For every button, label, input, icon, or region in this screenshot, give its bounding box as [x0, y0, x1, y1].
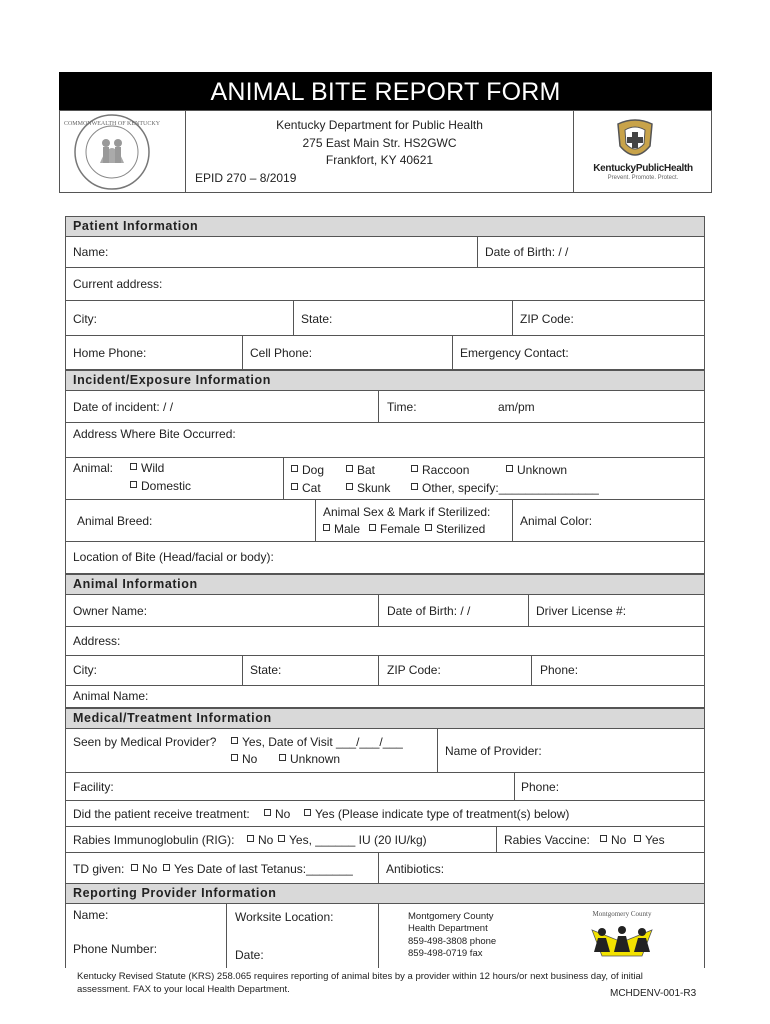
reporter-name-field[interactable]: Name: [73, 908, 109, 922]
owner-dob-field[interactable]: Date of Birth: / / [387, 604, 471, 618]
animal-unknown-checkbox[interactable]: Unknown [506, 463, 567, 477]
patient-state-field[interactable]: State: [301, 312, 333, 326]
department-city: Frankfort, KY 40621 [325, 153, 434, 167]
animal-bat-checkbox[interactable]: Bat [346, 463, 375, 477]
seen-yes-checkbox[interactable]: Yes, Date of Visit ___/___/___ [231, 735, 403, 749]
owner-phone-field[interactable]: Phone: [540, 663, 579, 677]
animal-female-checkbox[interactable]: Female [369, 522, 420, 536]
bite-address-field[interactable]: Address Where Bite Occurred: [73, 427, 236, 441]
section-incident-header: Incident/Exposure Information [65, 370, 705, 391]
department-name: Kentucky Department for Public Health [276, 118, 483, 132]
animal-label: Animal: [73, 461, 114, 475]
patient-city-field[interactable]: City: [73, 312, 97, 326]
animal-wild-checkbox[interactable]: Wild [130, 461, 164, 475]
svg-text:COMMONWEALTH OF KENTUCKY: COMMONWEALTH OF KENTUCKY [63, 121, 161, 127]
animal-domestic-checkbox[interactable]: Domestic [130, 479, 191, 493]
owner-zip-field[interactable]: ZIP Code: [387, 663, 441, 677]
facility-field[interactable]: Facility: [73, 780, 114, 794]
section-medical-header: Medical/Treatment Information [65, 708, 705, 729]
worksite-field[interactable]: Worksite Location: [235, 910, 334, 924]
rig-no-checkbox[interactable]: No [247, 833, 273, 847]
animal-other-checkbox[interactable]: Other, specify:_______________ [411, 481, 599, 495]
td-label: TD given: [73, 862, 125, 876]
svg-text:Montgomery County: Montgomery County [592, 910, 652, 918]
seen-provider-label: Seen by Medical Provider? [73, 735, 217, 749]
epid-code: EPID 270 – 8/2019 [195, 171, 297, 185]
form-code: MCHDENV-001-R3 [610, 988, 697, 999]
incident-time-field[interactable]: Time: [387, 400, 417, 414]
antibiotics-field[interactable]: Antibiotics: [386, 862, 445, 876]
kph-logo-text: KentuckyPublicHealth [593, 163, 693, 174]
owner-state-field[interactable]: State: [250, 663, 282, 677]
report-date-field[interactable]: Date: [235, 948, 264, 962]
kph-logo-icon [610, 118, 660, 164]
td-yes-checkbox[interactable]: Yes Date of last Tetanus:_______ [163, 862, 353, 876]
county-phone: 859-498-3808 phone [408, 936, 497, 947]
animal-cat-checkbox[interactable]: Cat [291, 481, 321, 495]
animal-color-field[interactable]: Animal Color: [520, 514, 593, 528]
form-title: ANIMAL BITE REPORT FORM [59, 72, 712, 110]
home-phone-field[interactable]: Home Phone: [73, 346, 147, 360]
kph-tagline: Prevent. Promote. Protect. [607, 175, 679, 181]
owner-city-field[interactable]: City: [73, 663, 97, 677]
emergency-contact-field[interactable]: Emergency Contact: [460, 346, 569, 360]
rig-yes-checkbox[interactable]: Yes, ______ IU (20 IU/kg) [278, 833, 427, 847]
facility-phone-field[interactable]: Phone: [521, 780, 560, 794]
vaccine-no-checkbox[interactable]: No [600, 833, 626, 847]
animal-dog-checkbox[interactable]: Dog [291, 463, 324, 477]
animal-raccoon-checkbox[interactable]: Raccoon [411, 463, 469, 477]
section-patient-header: Patient Information [65, 216, 705, 237]
treatment-question: Did the patient receive treatment: [73, 807, 250, 821]
driver-license-field[interactable]: Driver License #: [536, 604, 627, 618]
county-department: Health Department [408, 923, 488, 934]
patient-name-field[interactable]: Name: [73, 245, 109, 259]
animal-sterilized-checkbox[interactable]: Sterilized [425, 522, 485, 536]
seen-unknown-checkbox[interactable]: Unknown [279, 752, 340, 766]
bite-location-field[interactable]: Location of Bite (Head/facial or body): [73, 550, 274, 564]
incident-ampm-label: am/pm [498, 400, 535, 414]
department-address: 275 East Main Str. HS2GWC [302, 136, 457, 150]
footer-statute-2: assessment. FAX to your local Health Department. [77, 984, 290, 995]
county-fax: 859-498-0719 fax [408, 948, 483, 959]
owner-name-field[interactable]: Owner Name: [73, 604, 148, 618]
seen-no-checkbox[interactable]: No [231, 752, 257, 766]
reporter-phone-field[interactable]: Phone Number: [73, 942, 158, 956]
kentucky-seal-icon [63, 113, 161, 191]
county-name: Montgomery County [408, 911, 494, 922]
animal-male-checkbox[interactable]: Male [323, 522, 360, 536]
footer-statute: Kentucky Revised Statute (KRS) 258.065 requires reporting of animal bites by a provider within 12 hours/or next business day, of initial [77, 971, 643, 982]
rig-label: Rabies Immunoglobulin (RIG): [73, 833, 235, 847]
animal-sex-label: Animal Sex & Mark if Sterilized: [323, 505, 491, 519]
treatment-no-checkbox[interactable]: No [264, 807, 290, 821]
patient-zip-field[interactable]: ZIP Code: [520, 312, 574, 326]
animal-skunk-checkbox[interactable]: Skunk [346, 481, 390, 495]
section-animal-header: Animal Information [65, 574, 705, 595]
animal-name-field[interactable]: Animal Name: [73, 689, 149, 703]
patient-dob-field[interactable]: Date of Birth: / / [485, 245, 569, 259]
montgomery-logo-icon [572, 908, 672, 964]
patient-address-field[interactable]: Current address: [73, 277, 163, 291]
section-reporting-header: Reporting Provider Information [65, 883, 705, 904]
vaccine-yes-checkbox[interactable]: Yes [634, 833, 665, 847]
td-no-checkbox[interactable]: No [131, 862, 157, 876]
owner-address-field[interactable]: Address: [73, 634, 121, 648]
incident-date-field[interactable]: Date of incident: / / [73, 400, 174, 414]
animal-breed-field[interactable]: Animal Breed: [77, 514, 153, 528]
cell-phone-field[interactable]: Cell Phone: [250, 346, 313, 360]
provider-name-field[interactable]: Name of Provider: [445, 744, 542, 758]
vaccine-label: Rabies Vaccine: [504, 833, 590, 847]
treatment-yes-checkbox[interactable]: Yes (Please indicate type of treatment(s) below) [304, 807, 569, 821]
